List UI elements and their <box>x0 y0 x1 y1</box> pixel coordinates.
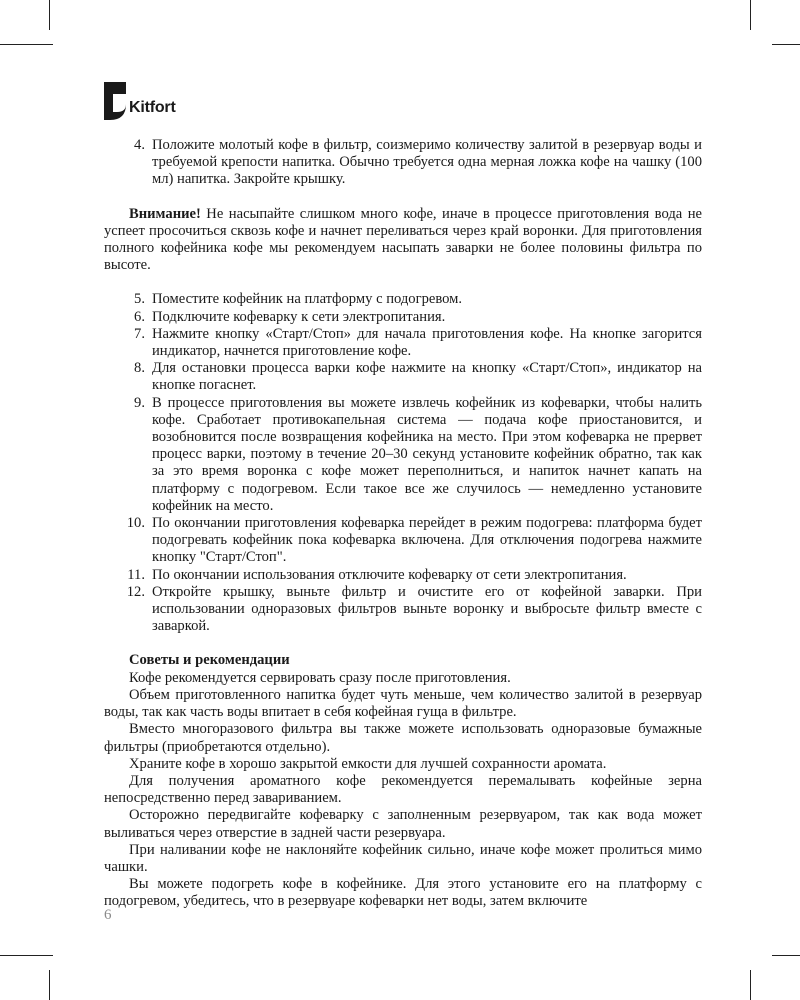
tips-heading: Советы и рекомендации <box>129 652 290 669</box>
warning-label: Внимание! <box>129 205 201 222</box>
page-number: 6 <box>104 907 112 923</box>
tips-paragraph: Вместо многоразового фильтра вы также можете использовать одноразовые бумажные фильтры (приобретаются отдельно). <box>104 721 702 755</box>
list-item <box>104 360 702 394</box>
list-item <box>104 567 702 584</box>
list-item <box>104 291 702 308</box>
list-item-text: Поместите кофейник на платформу с подогревом. <box>152 291 463 308</box>
tips-paragraph: Вы можете подогреть кофе в кофейнике. Для этого установите его на платформу с подогревом, убедитесь, что в резервуаре кофеварки нет воды, затем включите <box>104 876 702 910</box>
list-item-text: Для остановки процесса варки кофе нажмите на кнопку «Старт/Стоп», индикатор на кнопке погаснет. <box>152 360 702 394</box>
list-item <box>104 395 702 515</box>
list-item-number: 11. <box>127 566 145 583</box>
crop-mark-top-right <box>750 0 751 30</box>
crop-mark-bottom-left <box>49 970 50 1000</box>
tips-paragraph: Храните кофе в хорошо закрытой емкости для лучшей сохранности аромата. <box>129 755 607 772</box>
list-item-number: 9. <box>134 394 145 411</box>
crop-mark-top-left <box>49 0 50 30</box>
list-item-text: В процессе приготовления вы можете извлечь кофейник из кофеварки, чтобы налить кофе. Сработает противокапельная система — подача кофе приостановится, и возобновится после возвращения кофейника на место. При этом кофеварка не прервет процесс варки, поэтому в течение 20–30 секунд установите кофейник обратно, так как за это время воронка с кофе может переполниться, и напиток начнет капать на платформу с подогревом. Если такое все же случилось — немедленно установите кофейник на место. <box>152 394 702 514</box>
warning-text: Не насыпайте слишком много кофе, иначе в процессе приготовления вода не успеет просочиться сквозь кофе и начнет переливаться через край воронки. Для приготовления полного кофейника кофе мы рекомендуем насыпать заварки не более половины фильтра по высоте. <box>104 205 702 274</box>
tips-paragraph: Объем приготовленного напитка будет чуть меньше, чем количество залитой в резервуар воды, так как часть воды впитает в себя кофейная гуща в фильтре. <box>104 686 702 721</box>
list-item <box>104 326 702 360</box>
list-item-number: 5. <box>134 291 145 308</box>
crop-mark-right-top <box>772 44 800 45</box>
list-item <box>104 309 702 326</box>
steps-list-a <box>104 137 702 189</box>
list-item <box>104 137 702 189</box>
tips-paragraph: Осторожно передвигайте кофеварку с заполненным резервуаром, так как вода может выливаться через отверстие в задней части резервуара. <box>104 807 702 841</box>
list-item-number: 8. <box>134 360 145 377</box>
warning-note <box>104 206 702 275</box>
tips-paragraph: Кофе рекомендуется сервировать сразу после приготовления. <box>129 669 511 686</box>
list-item-text: По окончании использования отключите кофеварку от сети электропитания. <box>152 566 627 583</box>
steps-list-b <box>104 291 702 635</box>
list-item-number: 7. <box>134 325 145 342</box>
list-item <box>104 584 702 636</box>
list-item-text: Нажмите кнопку «Старт/Стоп» для начала приготовления кофе. На кнопке загорится индикатор, начнется приготовление кофе. <box>152 325 702 360</box>
crop-mark-left-top <box>0 44 53 45</box>
tips-paragraph: Для получения ароматного кофе рекомендуется перемалывать кофейные зерна непосредственно перед завариванием. <box>104 772 702 807</box>
page-content <box>104 137 702 911</box>
list-item-number: 10. <box>126 515 145 532</box>
tips-paragraph: При наливании кофе не наклоняйте кофейник сильно, иначе кофе может пролиться мимо чашки. <box>104 841 702 875</box>
list-item-text: Откройте крышку, выньте фильтр и очистите его от кофейной заварки. При использовании одноразовых фильтров выньте воронку и выбросьте фильтр вместе с заваркой. <box>152 583 702 635</box>
list-item-number: 12. <box>126 583 145 600</box>
list-item-text: Положите молотый кофе в фильтр, соизмеримо количеству залитой в резервуар воды и требуемой крепости напитка. Обычно требуется одна мерная ложка кофе на чашку (100 мл) напитка. Закройте крышку. <box>152 137 702 188</box>
kitfort-logo-icon <box>104 82 126 120</box>
list-item-text: Подключите кофеварку к сети электропитания. <box>152 308 446 325</box>
list-item <box>104 515 702 567</box>
list-item-text: По окончании приготовления кофеварка перейдет в режим подогрева: платформа будет подогревать кофейник пока кофеварка включена. Для отключения подогрева нажмите кнопку "Старт/Стоп". <box>152 515 702 566</box>
brand-name: Kitfort <box>129 99 176 116</box>
list-item-number: 6. <box>134 308 145 325</box>
crop-mark-right-bottom <box>772 955 800 956</box>
crop-mark-left-bottom <box>0 955 53 956</box>
brand-logo <box>104 82 176 120</box>
list-item-number: 4. <box>134 137 145 153</box>
crop-mark-bottom-right <box>750 970 751 1000</box>
